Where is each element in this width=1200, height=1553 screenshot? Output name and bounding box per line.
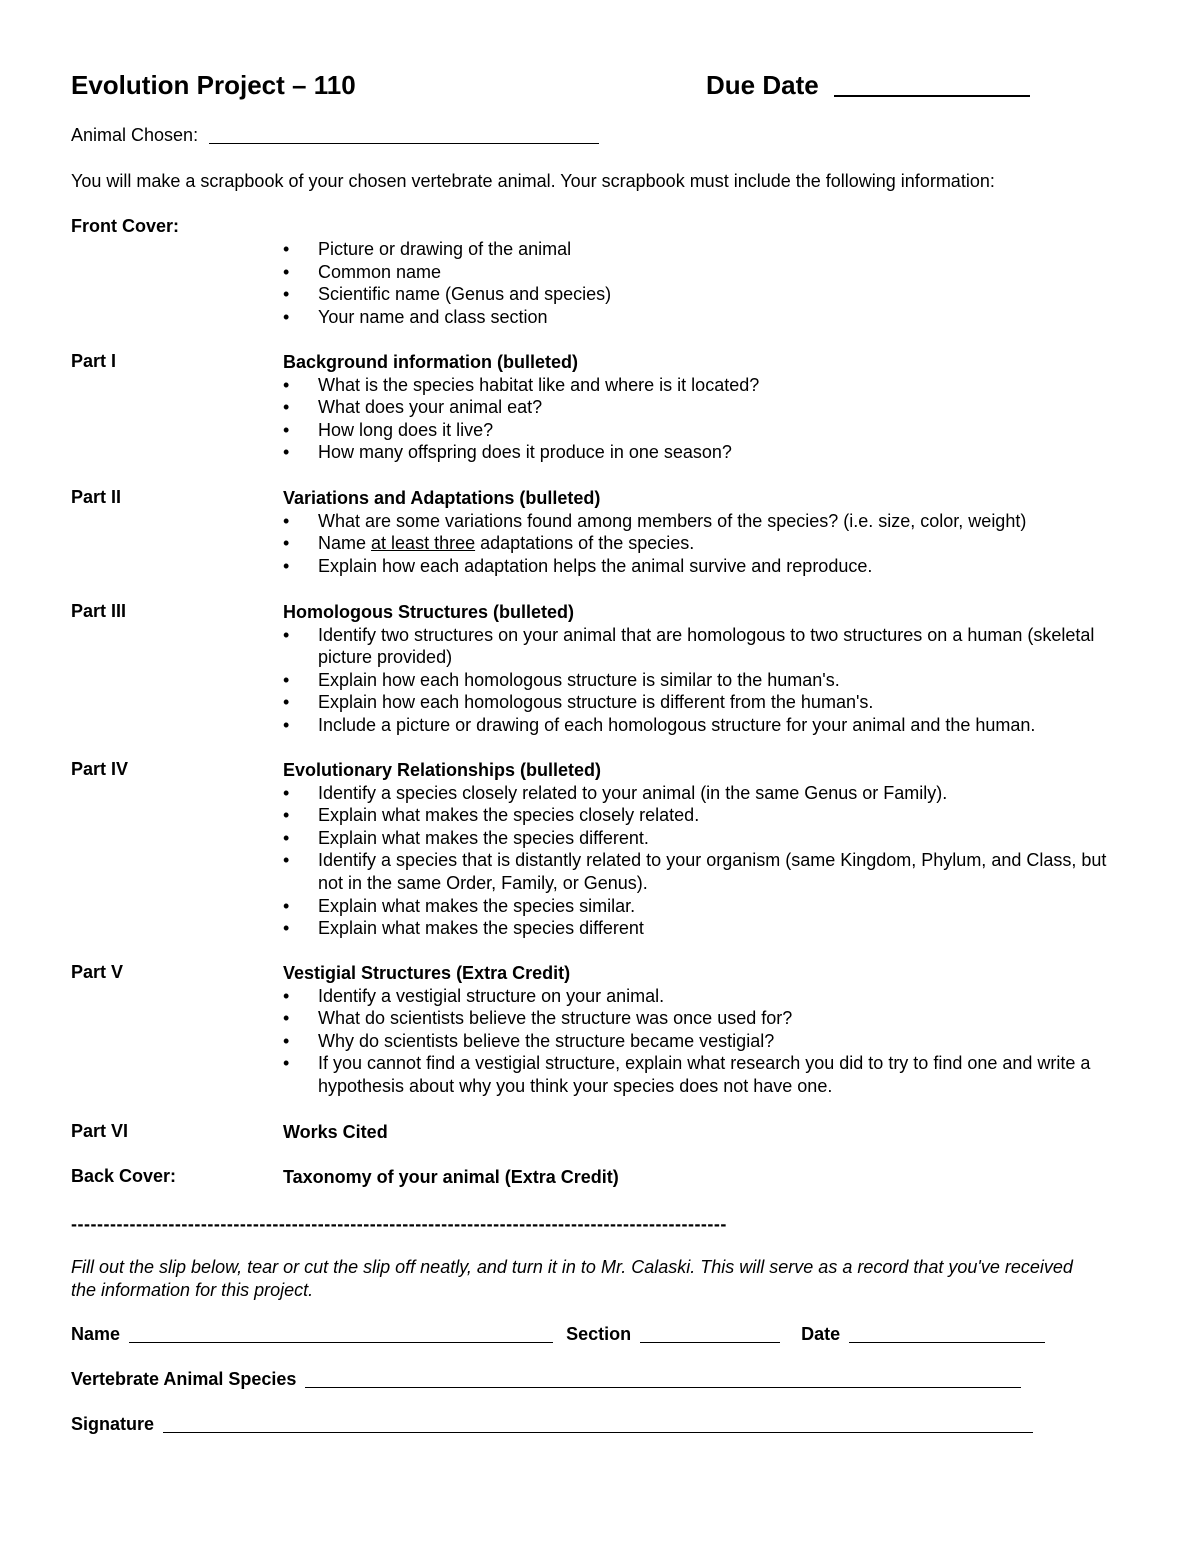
- due-date-blank[interactable]: [834, 73, 1030, 97]
- list-item: • Explain what makes the species similar.: [283, 895, 1123, 918]
- due-date-label: Due Date: [706, 70, 819, 100]
- signature-label: Signature: [71, 1414, 155, 1434]
- species-label: Vertebrate Animal Species: [71, 1369, 297, 1389]
- part2-section: [283, 487, 1123, 577]
- part5-label: Part V: [71, 962, 124, 982]
- part5-list: [283, 985, 1123, 1098]
- section-blank[interactable]: [640, 1324, 780, 1343]
- due-date: [706, 70, 1030, 101]
- part6-label: Part VI: [71, 1121, 129, 1141]
- front-cover-section: [283, 238, 1123, 328]
- list-item: • Picture or drawing of the animal: [283, 238, 1123, 261]
- back-cover-section: [283, 1166, 1123, 1189]
- part2-heading: Variations and Adaptations (bulleted): [283, 488, 601, 508]
- list-item: • Scientific name (Genus and species): [283, 283, 1123, 306]
- date-blank[interactable]: [849, 1324, 1045, 1343]
- part5-heading: Vestigial Structures (Extra Credit): [283, 963, 571, 983]
- animal-chosen-label: Animal Chosen:: [71, 125, 199, 145]
- name-blank[interactable]: [129, 1324, 553, 1343]
- page-title: Evolution Project – 110: [71, 70, 356, 100]
- slip-signature-row: [71, 1414, 1033, 1435]
- part3-heading: Homologous Structures (bulleted): [283, 602, 575, 622]
- list-item: • If you cannot find a vestigial structure, explain what research you did to try to find one and write a hypothesis about why you think your species does not have one.: [283, 1052, 1123, 1097]
- list-item: • What is the species habitat like and where is it located?: [283, 374, 1123, 397]
- date-label: Date: [801, 1324, 841, 1344]
- part4-heading: Evolutionary Relationships (bulleted): [283, 760, 602, 780]
- back-cover-label: Back Cover:: [71, 1166, 177, 1186]
- part2-list: [283, 510, 1123, 578]
- cut-line: -----------------------------------------------------------------------------------------------------: [71, 1214, 727, 1234]
- intro-text: You will make a scrapbook of your chosen vertebrate animal. Your scrapbook must include the following information:: [71, 171, 995, 191]
- list-item: • Common name: [283, 261, 1123, 284]
- list-item: • Explain how each homologous structure is similar to the human's.: [283, 669, 1123, 692]
- list-item: • Explain what makes the species closely related.: [283, 804, 1123, 827]
- list-item: • Explain what makes the species different: [283, 917, 1123, 940]
- list-item: • Your name and class section: [283, 306, 1123, 329]
- part5-section: [283, 962, 1123, 1098]
- species-blank[interactable]: [305, 1369, 1021, 1388]
- name-text: Name: [318, 533, 367, 554]
- list-item: • Why do scientists believe the structure became vestigial?: [283, 1030, 1123, 1053]
- emphasis-text: at least three: [371, 533, 476, 554]
- slip-instructions: Fill out the slip below, tear or cut the slip off neatly, and turn it in to Mr. Calaski. This will serve as a record that you've received the information for this project.: [71, 1257, 1073, 1300]
- name-label: Name: [71, 1324, 121, 1344]
- signature-blank[interactable]: [163, 1414, 1033, 1433]
- list-item: • Explain how each adaptation helps the animal survive and reproduce.: [283, 555, 1123, 578]
- part4-label: Part IV: [71, 759, 129, 779]
- animal-chosen: [71, 125, 599, 146]
- part3-section: [283, 601, 1123, 737]
- list-item: • What does your animal eat?: [283, 396, 1123, 419]
- animal-chosen-blank[interactable]: [209, 125, 599, 144]
- adaptations-text: adaptations of the species.: [480, 533, 695, 554]
- part1-label: Part I: [71, 351, 117, 371]
- list-item: • Identify a species closely related to your animal (in the same Genus or Family).: [283, 782, 1123, 805]
- part1-section: [283, 351, 1123, 464]
- list-item: [283, 532, 1123, 555]
- list-item: • Explain how each homologous structure is different from the human's.: [283, 691, 1123, 714]
- section-label: Section: [566, 1324, 632, 1344]
- slip-species-row: [71, 1369, 1021, 1390]
- list-item: • How long does it live?: [283, 419, 1123, 442]
- part2-label: Part II: [71, 487, 122, 507]
- back-cover-heading: Taxonomy of your animal (Extra Credit): [283, 1167, 619, 1187]
- list-item: • Include a picture or drawing of each homologous structure for your animal and the human.: [283, 714, 1123, 737]
- list-item: • Identify two structures on your animal that are homologous to two structures on a human (skeletal picture provided): [283, 624, 1123, 669]
- list-item: • Identify a vestigial structure on your animal.: [283, 985, 1123, 1008]
- list-item: • Identify a species that is distantly related to your organism (same Kingdom, Phylum, and Class, but not in the same Order, Family, or Genus).: [283, 849, 1123, 894]
- list-item: • What do scientists believe the structure was once used for?: [283, 1007, 1123, 1030]
- part3-label: Part III: [71, 601, 127, 621]
- front-cover-list: [283, 238, 1123, 328]
- slip-name-row: [71, 1324, 1045, 1345]
- part4-list: [283, 782, 1123, 940]
- list-item: • Explain what makes the species different.: [283, 827, 1123, 850]
- part6-section: [283, 1121, 1123, 1144]
- part4-section: [283, 759, 1123, 940]
- part1-list: [283, 374, 1123, 464]
- front-cover-label: Front Cover:: [71, 216, 179, 236]
- part1-heading: Background information (bulleted): [283, 352, 578, 372]
- list-item: • What are some variations found among members of the species? (i.e. size, color, weight): [283, 510, 1123, 533]
- part6-heading: Works Cited: [283, 1122, 388, 1142]
- list-item: • How many offspring does it produce in one season?: [283, 441, 1123, 464]
- part3-list: [283, 624, 1123, 737]
